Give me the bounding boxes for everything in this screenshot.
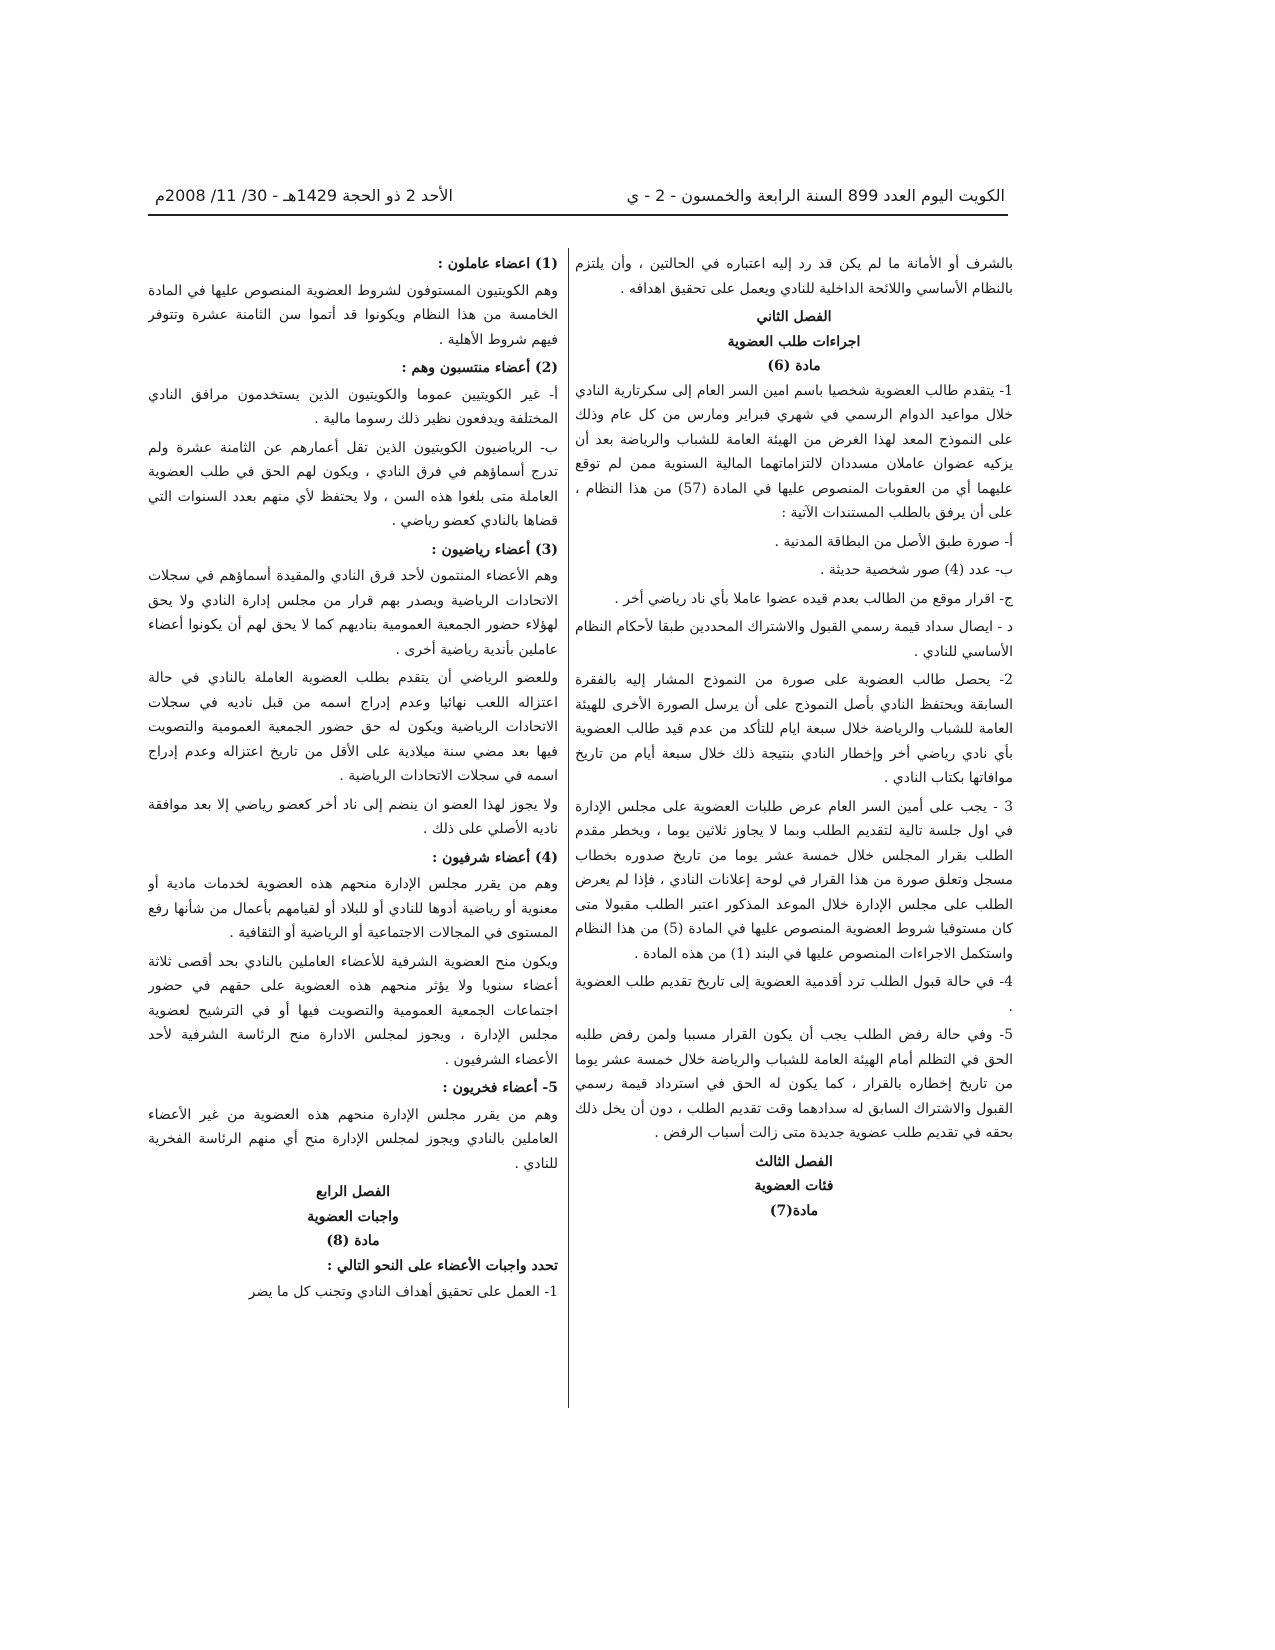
paragraph: وللعضو الرياضي أن يتقدم بطلب العضوية العاملة بالنادي في حالة اعتزاله اللعب نهائيا وعدم إدراج اسمه من قبل ناديه في سجلات الاتحادات الرياضية ويكون له حق حضور الجمعية العمومية والتصويت فيها بعد مضي سنة ميلادية على الأقل من تاريخ اعتزاله وعدم إدراج اسمه في سجلات الاتحادات الرياضية . bbox=[148, 670, 558, 784]
section-heading: (1) اعضاء عاملون : bbox=[437, 256, 558, 272]
right-column bbox=[575, 252, 1013, 1392]
paragraph: 5- وفي حالة رفض الطلب يجب أن يكون القرار مسببا ولمن رفض طلبه الحق في التظلم أمام الهيئة العامة للشباب والرياضة خلال خمسة عشر يوما من تاريخ إخطاره بالقرار ، كما يكون له الحق في استرداد قيمة رسمي القبول والاشتراك السابق له سدادهما وقت تقديم الطلب ، دون أن يخل ذلك بحقه في تقديم طلب عضوية جديدة متى زالت أسباب الرفض . bbox=[575, 1027, 1013, 1141]
column-divider bbox=[568, 248, 569, 1408]
chapter-title: واجبات العضوية bbox=[307, 1208, 399, 1225]
section-heading: تحدد واجبات الأعضاء على النحو التالي : bbox=[326, 1257, 558, 1274]
paragraph: 3 - يجب على أمين السر العام عرض طلبات العضوية على مجلس الإدارة في اول جلسة تالية لتقديم الطلب وبما لا يجاوز ثلاثين يوما ، ويخطر مقدم الطلب بقرار المجلس خلال خمسة عشر يوما من تاريخ صدوره بخطاب مسجل وتعلق صورة من هذا القرار في لوحة إعلانات النادي ، فإذا لم يعرض الطلب على مجلس الإدارة خلال الموعد المذكور اعتبر الطلب مقبولا متى كان مستوفيا شروط العضوية المنصوص عليها في المادة (5) من هذا النظام واستكمل الاجراءات المنصوص عليها في البند (1) من هذه المادة . bbox=[575, 798, 1013, 962]
paragraph: بالشرف أو الأمانة ما لم يكن قد رد إليه اعتباره في الحالتين ، وأن يلتزم بالنظام الأساسي واللائحة الداخلية للنادي ويعمل على تحقيق اهدافه . bbox=[575, 256, 1013, 297]
paragraph: ولا يجوز لهذا العضو ان ينضم إلى ناد أخر كعضو رياضي إلا بعد موافقة ناديه الأصلي على ذلك . bbox=[148, 796, 558, 837]
paragraph: ب- الرياضيون الكويتيون الذين تقل أعمارهم عن الثامنة عشرة ولم تدرج أسماؤهم في فرق النادي ، ويكون لهم الحق في طلب العضوية العاملة متى بلغوا هذه السن ، ولا يحتفظ لأي منهم بعدد السنوات التي قضاها بالنادي كعضو رياضي . bbox=[148, 439, 558, 529]
paragraph: أ- صورة طبق الأصل من البطاقة المدنية . bbox=[774, 533, 1013, 550]
paragraph: أ- غير الكويتيين عموما والكويتيون الذين يستخدمون مرافق النادي المختلفة ويدفعون نظير ذلك رسوما مالية . bbox=[148, 386, 558, 427]
chapter-title: فئات العضوية bbox=[754, 1178, 834, 1194]
page-header bbox=[155, 183, 1005, 209]
section-heading: (2) أعضاء منتسبون وهم : bbox=[401, 360, 558, 376]
paragraph: وهم من يقرر مجلس الإدارة منحهم هذه العضوية من غير الأعضاء العاملين بالنادي ويجوز لمجلس الإدارة منح أي منهم الرئاسة الفخرية للنادي . bbox=[148, 1106, 558, 1172]
header-publication-info: الكويت اليوم العدد 899 السنة الرابعة والخمسون - 2 - ي bbox=[626, 186, 1005, 205]
chapter-heading: مادة (8) bbox=[326, 1233, 380, 1249]
paragraph: وهم الكويتيون المستوفون لشروط العضوية المنصوص عليها في المادة الخامسة من هذا النظام ويكونوا قد أتموا سن الثامنة عشرة وتتوفر فيهم شروط الأهلية . bbox=[148, 282, 558, 348]
paragraph: 1- يتقدم طالب العضوية شخصيا باسم امين السر العام إلى سكرتارية النادي خلال مواعيد الدوام الرسمي في شهري فبراير ومارس من كل عام وذلك على النموذج المعد لهذا الغرض من الهيئة العامة للشباب والرياضة بعد أن يزكيه عضوان عاملان مسددان لالتزاماتهما المالية السنوية ممن لم توقع عليهما أي من العقوبات المنصوص عليها في المادة (57) من هذا النظام ، على أن يرفق بالطلب المستندات الآتية : bbox=[575, 382, 1013, 521]
section-heading: (3) أعضاء رياضيون : bbox=[431, 541, 558, 558]
paragraph: 1- العمل على تحقيق أهداف النادي وتجنب كل ما يضر bbox=[248, 1284, 558, 1300]
chapter-heading: الفصل الثالث bbox=[755, 1153, 833, 1170]
section-heading: (4) أعضاء شرفيون : bbox=[432, 849, 558, 866]
chapter-heading: الفصل الرابع bbox=[316, 1184, 390, 1200]
paragraph: ج- اقرار موقع من الطالب بعدم قيده عضوا عاملا بأي ناد رياضي أخر . bbox=[614, 590, 1013, 607]
paragraph: 2- يحصل طالب العضوية على صورة من النموذج المشار إليه بالفقرة السابقة ويحتفظ النادي بأصل النموذج على أن يرسل الصورة الأخرى للهيئة العامة للشباب والرياضة خلال سبعة ايام للتأكد من عدم قيد طالب العضوية بأي نادي رياضي أخر وإخطار النادي بنتيجة ذلك خلال سبعة أيام من تاريخ موافاتها بكتاب النادي . bbox=[575, 672, 1013, 786]
left-column bbox=[148, 252, 558, 1392]
paragraph: ب- عدد (4) صور شخصية حديثة . bbox=[819, 562, 1013, 578]
header-divider bbox=[148, 214, 1008, 216]
section-heading: 5- أعضاء فخريون : bbox=[442, 1080, 558, 1096]
chapter-heading: الفصل الثاني bbox=[756, 309, 832, 325]
chapter-heading: مادة(7) bbox=[769, 1202, 819, 1219]
paragraph: وهم الأعضاء المنتمون لأحد فرق النادي والمقيدة أسماؤهم في سجلات الاتحادات الرياضية ويصدر بهم قرار من مجلس إدارة النادي ولا يحق لهؤلاء حضور الجمعية العمومية بناديهم كما لا يحق لهم أن يكونوا أعضاء عاملين بأندية رياضية أخرى . bbox=[148, 568, 558, 658]
chapter-heading: مادة (6) bbox=[767, 358, 821, 374]
paragraph: وهم من يقرر مجلس الإدارة منحهم هذه العضوية لخدمات مادية أو معنوية أو رياضية أدوها للنادي أو للبلاد أو لقيامهم بأعمال من شأنها رفع المستوى في المجالات الاجتماعية أو الرياضية أو الثقافية . bbox=[148, 876, 558, 941]
chapter-heading: اجراءات طلب العضوية bbox=[727, 333, 861, 350]
paragraph: د - ايصال سداد قيمة رسمي القبول والاشتراك المحددين طبقا لأحكام النظام الأساسي للنادي . bbox=[575, 619, 1013, 660]
header-date: الأحد 2 ذو الحجة 1429هـ - 30/ 11/ 2008م bbox=[155, 186, 453, 205]
paragraph: ويكون منح العضوية الشرفية للأعضاء العاملين بالنادي بحد أقصى ثلاثة أعضاء سنويا ولا يؤثر منحهم هذه العضوية على حقهم في حضور اجتماعات الجمعية العمومية والتصويت فيها أو في الترشيح لعضوية مجلس الإدارة ، ويجوز لمجلس الادارة منح الرئاسة الشرفية لأحد الأعضاء الشرفيون . bbox=[148, 953, 558, 1068]
paragraph: 4- في حالة قبول الطلب ترد أقدمية العضوية إلى تاريخ تقديم طلب العضوية . bbox=[575, 974, 1013, 1015]
